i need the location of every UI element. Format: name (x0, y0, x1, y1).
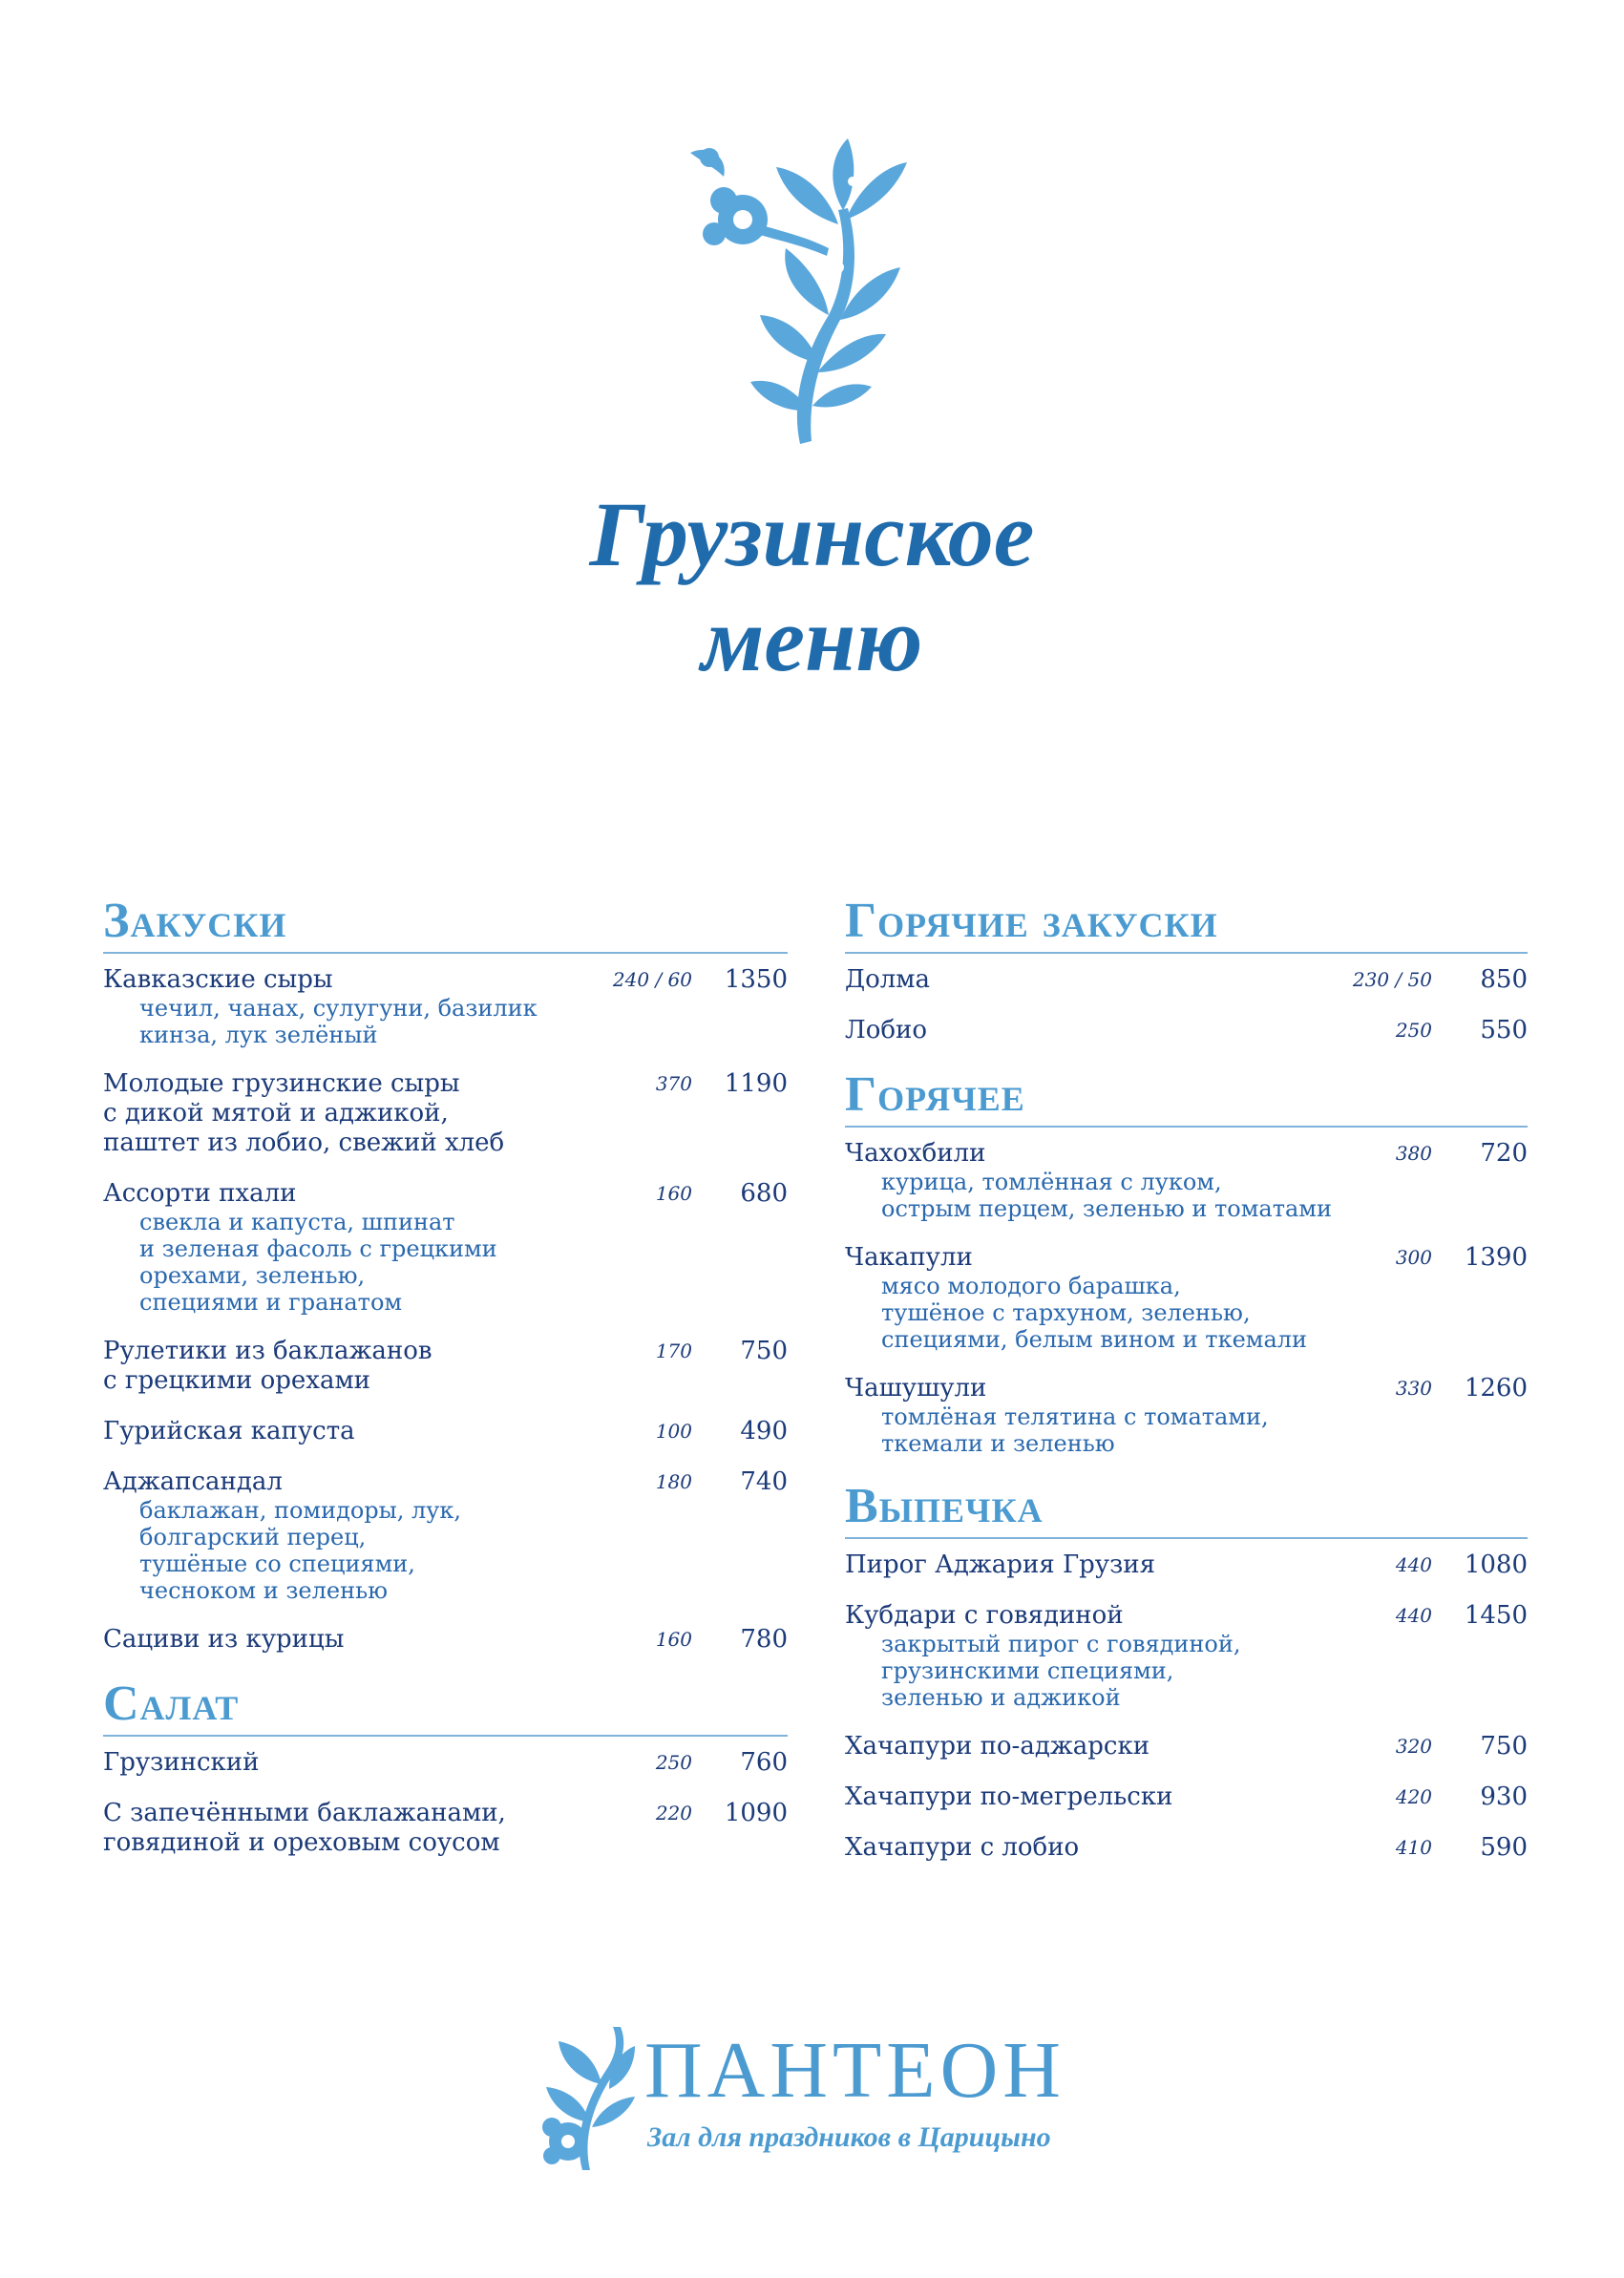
item-description: свекла и капуста, шпинат и зеленая фасоль с грецкими орехами, зеленью, специями и гранатом (139, 1209, 497, 1316)
item-weight: 100 (655, 1420, 692, 1443)
menu-item (845, 1550, 1528, 1580)
item-name: С запечёнными баклажанами, говядиной и ореховым соусом (103, 1799, 506, 1857)
menu-item (845, 1374, 1528, 1457)
item-name: Ассорти пхали (103, 1179, 297, 1208)
item-description: чечил, чанах, сулугуни, базилик кинза, лук зелёный (139, 995, 538, 1048)
menu-item (103, 1799, 788, 1858)
item-weight: 440 (1395, 1604, 1432, 1627)
menu-item (845, 1601, 1528, 1711)
item-name: Лобио (845, 1016, 927, 1044)
item-price: 750 (740, 1337, 788, 1365)
item-price: 490 (740, 1417, 788, 1445)
left-column (103, 893, 788, 1879)
item-weight: 180 (655, 1470, 692, 1493)
item-weight: 320 (1395, 1735, 1432, 1758)
item-name: Хачапури по-аджарски (845, 1732, 1150, 1761)
item-weight: 300 (1395, 1246, 1432, 1269)
section-title: Горячее (845, 1066, 1528, 1128)
section-hot-appetizers (845, 893, 1528, 1045)
floral-logo-icon (535, 2022, 640, 2175)
item-name: Кубдари с говядиной (845, 1601, 1124, 1630)
item-weight: 230 / 50 (1352, 968, 1432, 991)
menu-item (845, 1139, 1528, 1222)
item-name: Рулетики из баклажанов с грецкими орехами (103, 1337, 432, 1395)
item-weight: 250 (655, 1751, 692, 1774)
item-weight: 250 (1395, 1019, 1432, 1042)
menu-item (103, 1625, 788, 1655)
item-weight: 370 (655, 1072, 692, 1095)
menu-item (845, 1243, 1528, 1353)
item-name: Хачапури с лобио (845, 1833, 1080, 1862)
item-price: 1090 (724, 1799, 788, 1827)
item-name: Грузинский (103, 1748, 260, 1777)
menu-item (845, 1016, 1528, 1045)
menu-item (845, 1732, 1528, 1761)
item-name: Хачапури по-мегрельски (845, 1782, 1173, 1811)
item-price: 780 (740, 1625, 788, 1654)
menu-item (103, 1417, 788, 1446)
item-description: томлёная телятина с томатами, ткемали и зеленью (881, 1403, 1269, 1457)
item-name: Чашушули (845, 1374, 987, 1403)
menu-item (103, 1069, 788, 1158)
menu-item (845, 1782, 1528, 1812)
item-weight: 420 (1395, 1785, 1432, 1808)
item-weight: 220 (655, 1802, 692, 1825)
item-weight: 440 (1395, 1553, 1432, 1576)
item-name: Сациви из курицы (103, 1625, 345, 1654)
logo-name: ПАНТЕОН (644, 2026, 1065, 2115)
item-weight: 380 (1395, 1142, 1432, 1165)
right-column (845, 893, 1528, 1884)
item-price: 1350 (724, 965, 788, 994)
menu-item (103, 965, 788, 1048)
item-name: Аджапсандал (103, 1467, 283, 1496)
menu-item (845, 1833, 1528, 1863)
item-price: 850 (1480, 965, 1528, 994)
section-bakery (845, 1478, 1528, 1863)
menu-item (103, 1467, 788, 1604)
section-hot (845, 1066, 1528, 1457)
item-description: закрытый пирог с говядиной, грузинскими специями, зеленью и аджикой (881, 1631, 1241, 1711)
item-weight: 410 (1395, 1836, 1432, 1859)
item-description: курица, томлённая с луком, острым перцем, зеленью и томатами (881, 1169, 1332, 1222)
item-name: Чахохбили (845, 1139, 986, 1168)
item-name: Пирог Аджария Грузия (845, 1550, 1156, 1579)
venue-logo (535, 2014, 1107, 2186)
menu-item (103, 1337, 788, 1396)
menu-item (845, 965, 1528, 995)
item-price: 760 (740, 1748, 788, 1777)
item-price: 740 (740, 1467, 788, 1496)
item-name: Кавказские сыры (103, 965, 333, 994)
section-salat (103, 1676, 788, 1858)
menu-item (103, 1179, 788, 1316)
item-name: Гурийская капуста (103, 1417, 355, 1445)
section-zakuski (103, 893, 788, 1655)
item-weight: 160 (655, 1182, 692, 1205)
item-price: 550 (1480, 1016, 1528, 1044)
item-weight: 160 (655, 1628, 692, 1651)
page-title (0, 482, 1624, 692)
section-title: Закуски (103, 893, 788, 954)
section-title: Горячие закуски (845, 893, 1528, 954)
section-title: Салат (103, 1676, 788, 1737)
item-name: Долма (845, 965, 931, 994)
item-weight: 330 (1395, 1377, 1432, 1400)
item-name: Чакапули (845, 1243, 973, 1272)
logo-subtitle: Зал для праздников в Царицыно (647, 2121, 1051, 2153)
menu-item (103, 1748, 788, 1778)
item-description: баклажан, помидоры, лук, болгарский перец, тушёные со специями, чесноком и зеленью (139, 1497, 462, 1604)
floral-branch-icon (685, 134, 943, 449)
item-price: 1260 (1464, 1374, 1528, 1403)
item-description: мясо молодого барашка, тушёное с тархуном, зеленью, специями, белым вином и ткемали (881, 1273, 1308, 1353)
item-name: Молодые грузинские сыры с дикой мятой и аджикой, паштет из лобио, свежий хлеб (103, 1069, 505, 1157)
item-price: 1080 (1464, 1550, 1528, 1579)
section-title: Выпечка (845, 1478, 1528, 1539)
item-price: 1190 (724, 1069, 788, 1098)
title-line-1: Грузинское (589, 483, 1035, 585)
item-price: 1450 (1464, 1601, 1528, 1630)
item-price: 1390 (1464, 1243, 1528, 1272)
item-price: 590 (1480, 1833, 1528, 1862)
title-line-2: меню (701, 588, 923, 690)
item-weight: 240 / 60 (612, 968, 692, 991)
item-weight: 170 (655, 1339, 692, 1362)
item-price: 750 (1480, 1732, 1528, 1761)
item-price: 930 (1480, 1782, 1528, 1811)
item-price: 680 (740, 1179, 788, 1208)
item-price: 720 (1480, 1139, 1528, 1168)
